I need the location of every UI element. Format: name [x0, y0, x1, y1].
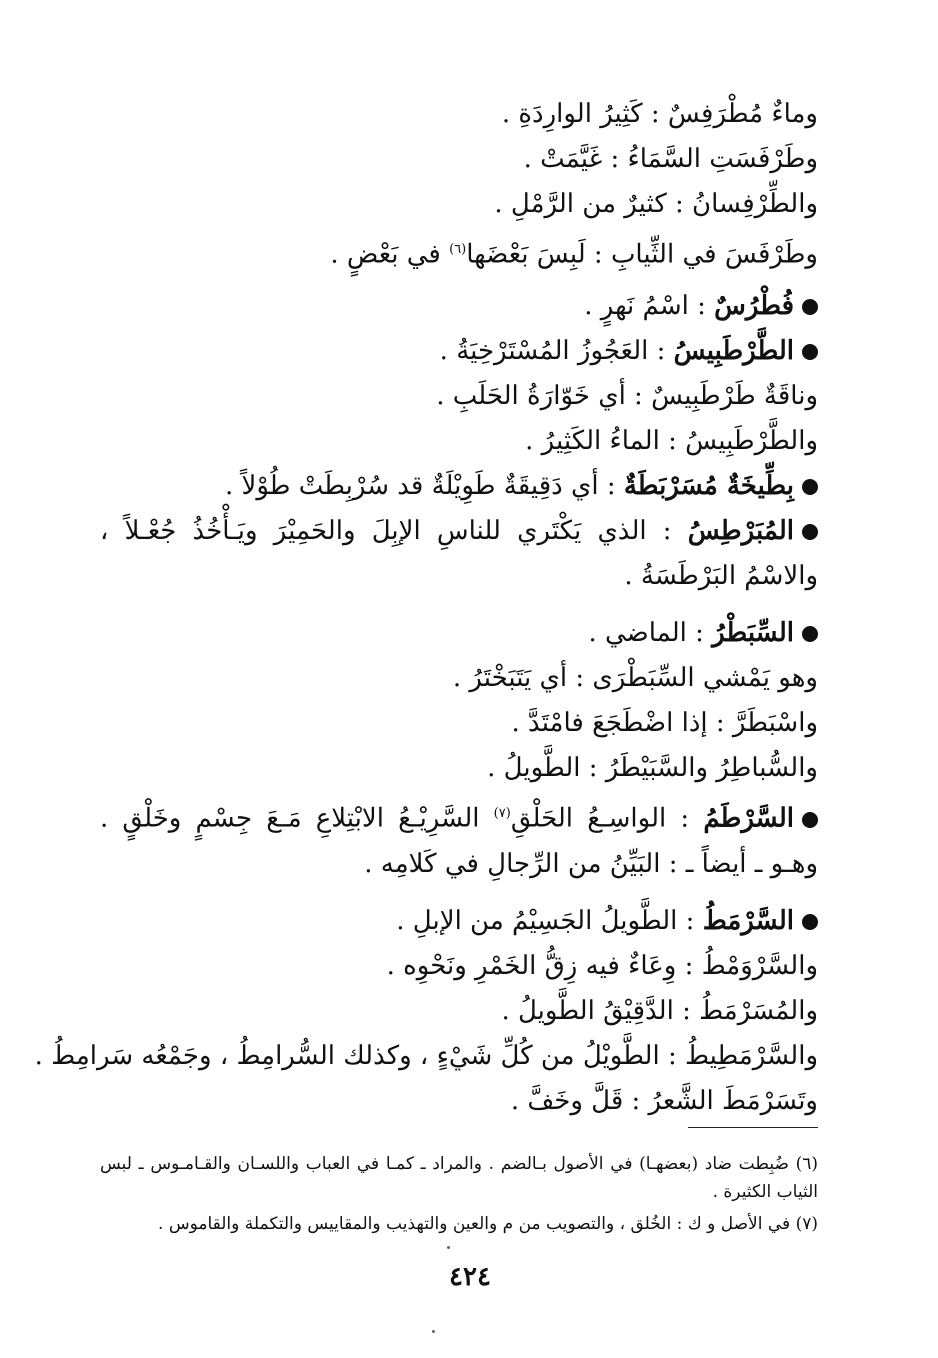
- scan-speck: [447, 1246, 450, 1249]
- entry-headword: المُبَرْطِسُ: [687, 516, 794, 546]
- text-line: والسَّرْمَطِيطُ : الطَّويْلُ من كُلِّ شَيْءٍ ، وكذلك السُّرامِطُ ، وجَمْعُه سَرامِطُ .: [34, 1040, 818, 1071]
- text-line: وهو يَمْشي السِّبَطْرَى : أي يَتَبَخْتَرُ .: [452, 663, 818, 693]
- bullet-icon: [802, 299, 818, 315]
- text-line: والمُسَرْمَطُ : الدَّقِيْقُ الطَّويلُ .: [501, 995, 818, 1026]
- entry-definition: : الماضي .: [588, 618, 704, 648]
- bullet-icon: [802, 524, 818, 540]
- bullet-icon: [802, 914, 818, 930]
- text-line: [100, 227, 818, 272]
- text-line: والطَّرْطَبِيسُ : الماءُ الكَثِيرُ .: [525, 426, 818, 456]
- text-line: واسْبَطَرَّ : إذا اضْطَجَعَ فامْتَدَّ .: [511, 708, 818, 738]
- entry-definition: : أي دَقِيقَةٌ طَوِيْلَةٌ قد سُرْبِطَتْ طُوْلاً .: [225, 471, 616, 501]
- scan-speck: [432, 1330, 435, 1333]
- text-line: وماءٌ مُطْرَفِسٌ : كَثِيرُ الوارِدَةِ .: [501, 99, 818, 129]
- entry-line: [100, 329, 818, 374]
- footnote: (٧) في الأصل و ك : الخُلق ، والتصويب من م والعين والتهذيب والمقاييس والتكملة والقاموس .: [158, 1214, 818, 1234]
- bullet-icon: [802, 626, 818, 642]
- text-span: وطَرْفَسَ في الثِّيابِ : لَبِسَ بَعْضَها: [466, 239, 818, 270]
- entry-line: [100, 611, 818, 656]
- page-number: ٤٢٤: [449, 1262, 491, 1292]
- entry-line: [100, 509, 818, 599]
- entry-definition: : الطَّويلُ الجَسِيْمُ من الإبلِ .: [396, 905, 695, 936]
- entry-headword: بِطِّيخَةٌ مُسَرْبَطَةٌ: [623, 471, 794, 501]
- text-line: والسُّباطِرُ والسَّبَيْطَرُ : الطَّويلُ .: [487, 753, 818, 783]
- main-text: [34, 92, 818, 1124]
- footnote: (٦) ضُبِطت ضاد (بعضهـا) في الأصول بـالضم . والمراد ـ كمـا في العباب واللسـان والقـامـوس ـ لبس الثياب الكثيرة .: [100, 1154, 818, 1202]
- entry-definition: : العَجُوزُ المُسْتَرْخِيَةُ .: [439, 336, 666, 366]
- entry-headword: الطَّرْطَبِيسُ: [673, 336, 794, 366]
- entry-line: [100, 464, 818, 509]
- bullet-icon: [802, 812, 818, 828]
- bullet-icon: [802, 479, 818, 495]
- text-line: والطِّرْفِسانُ : كثيرٌ من الرَّمْلِ .: [494, 189, 818, 219]
- entry-definition: : اسْمُ نَهرٍ .: [584, 291, 706, 321]
- footnote-ref: (٦): [449, 242, 467, 257]
- text-line: وناقَةٌ طَرْطَبِيسٌ : أي خَوّارَةُ الحَلَبِ .: [436, 381, 818, 411]
- entry-line: [100, 899, 818, 944]
- footnote-divider: [688, 1127, 818, 1128]
- entry-definition: : الذي يَكْتَري للناسِ الإبِلَ والحَمِيْرَ ويَـأْخُذُ جُعْـلاً ، والاسْمُ البَرْطَسَةُ .: [100, 516, 818, 591]
- text-line: وطَرْفَسَتِ السَّمَاءُ : غَيَّمَتْ .: [523, 144, 818, 174]
- text-line: وتَسَرْمَطَ الشَّعرُ : قَلَّ وخَفَّ .: [510, 1085, 818, 1116]
- entry-definition: السَّرِيْـعُ الابْتِلاعِ مَـعَ جِسْمٍ وخَلْقٍ . وهـو ـ أيضاً ـ : البَيِّنُ من الرِّجالِ في كَلامِه .: [100, 803, 818, 879]
- entry-definition: : الواسِـعُ الحَلْقِ: [510, 803, 690, 834]
- footnotes: [100, 1150, 818, 1242]
- entry-line: [100, 284, 818, 329]
- text-line: والسَّرْوَمْطُ : وِعَاءٌ فيه زِقُّ الخَمْرِ ونَحْوِه .: [386, 950, 818, 981]
- entry-headword: فُطْرُسٌ: [714, 291, 794, 321]
- text-span: في بَعْضٍ .: [330, 239, 450, 270]
- footnote-ref: (٧): [493, 806, 511, 821]
- entry-headword: السَّرْمَطُ: [702, 905, 794, 936]
- entry-headword: السَّرْطَمُ: [703, 803, 795, 834]
- entry-line: [100, 791, 818, 887]
- bullet-icon: [802, 344, 818, 360]
- entry-headword: السِّبَطْرُ: [712, 618, 794, 648]
